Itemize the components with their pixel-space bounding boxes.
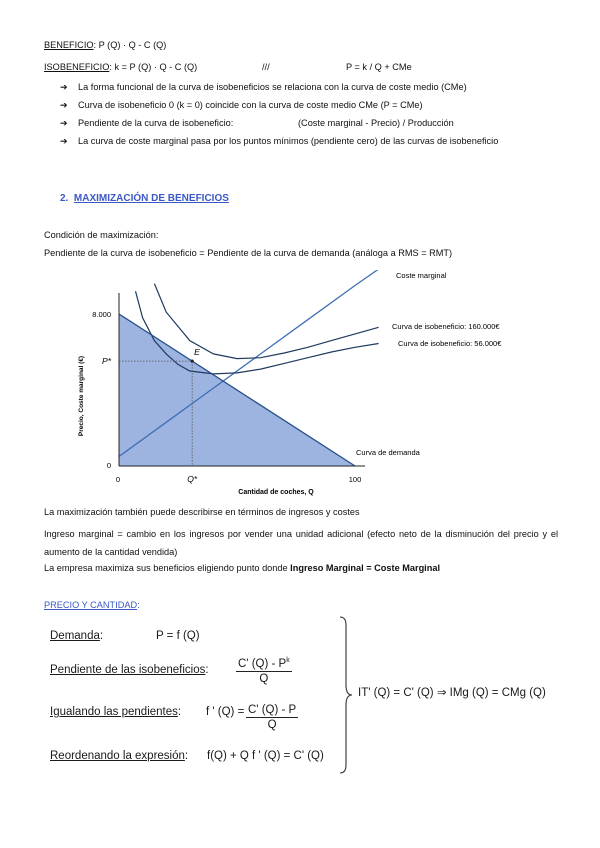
arrow-icon: ➔ xyxy=(60,136,68,146)
reordenando-row xyxy=(50,750,188,762)
igualando-fraction xyxy=(246,704,298,731)
condition-line-1: Condición de maximización: xyxy=(44,230,159,240)
condition-line-2: Pendiente de la curva de isobeneficio = Pendiente de la curva de demanda (análoga a RMS = RMT) xyxy=(44,248,453,258)
isobeneficio-formula: : k = P (Q) · Q - C (Q) xyxy=(109,62,198,72)
x-tick-label: 100 xyxy=(348,475,362,484)
isobeneficio-label: ISOBENEFICIO xyxy=(44,62,110,72)
series-label: Coste marginal xyxy=(396,271,447,280)
demanda-formula: P = f (Q) xyxy=(156,630,200,642)
section-title: MAXIMIZACIÓN DE BENEFICIOS xyxy=(73,193,229,204)
y-tick-label: 8.000 xyxy=(92,310,111,319)
after-chart-line-2: Ingreso marginal = cambio en los ingresos por vender una unidad adicional (efecto neto de la disminución del precio y el aumento de la cantidad vendida) xyxy=(44,529,558,557)
igualando-label: Igualando las pendientes xyxy=(50,706,178,718)
result-formula: IT' (Q) = C' (Q) ⇒ IMg (Q) = CMg (Q) xyxy=(358,687,546,699)
separator: /// xyxy=(262,62,270,72)
bullet-item xyxy=(60,80,560,96)
bullet-text: La forma funcional de la curva de isobeneficios se relaciona con la curva de coste medio (CMe) xyxy=(78,82,467,92)
igualando-lhs: f ' (Q) = xyxy=(206,706,245,718)
isobeneficio-alt: P = k / Q + CMe xyxy=(346,62,412,72)
pendiente-colon: : xyxy=(205,664,209,676)
bullet-item xyxy=(60,134,560,166)
y-tick-label: P* xyxy=(102,356,111,367)
precio-cantidad-title: PRECIO Y CANTIDAD xyxy=(44,600,138,610)
y-tick-label: 0 xyxy=(106,461,111,470)
pendiente-numerator: C' $(Q) - P^k$ xyxy=(238,657,290,670)
reordenando-colon: : xyxy=(184,750,189,762)
pendiente-denominator: Q xyxy=(259,672,269,685)
section-heading xyxy=(60,193,229,204)
beneficio-line xyxy=(44,40,166,50)
pendiente-superscript: k xyxy=(286,657,290,664)
pendiente-label: Pendiente de las isobeneficios xyxy=(50,664,206,676)
equilibrium-point xyxy=(191,360,194,363)
demanda-row xyxy=(50,630,103,642)
pendiente-fraction xyxy=(236,657,292,685)
igualando-denominator: Q xyxy=(267,719,277,731)
section-number: 2. xyxy=(60,193,69,204)
isobeneficio-line xyxy=(44,62,197,72)
equilibrium-label: E xyxy=(194,347,200,358)
reordenando-formula: f(Q) + Q f ' (Q) = C' (Q) xyxy=(207,750,324,762)
arrow-icon: ➔ xyxy=(60,100,68,110)
after-chart-line-3b: Ingreso Marginal = Coste Marginal xyxy=(290,563,441,573)
precio-cantidad-heading xyxy=(44,600,140,610)
right-brace-icon xyxy=(336,615,356,775)
series-label: Curva de demanda xyxy=(356,448,420,457)
precio-cantidad-colon: : xyxy=(137,600,140,610)
bullet-text: Pendiente de la curva de isobeneficio: xyxy=(78,118,234,128)
bullet-text-formula: (Coste marginal - Precio) / Producción xyxy=(298,118,454,128)
series-label: Curva de isobeneficio: 160.000€ xyxy=(392,322,500,331)
bullet-text: La curva de coste marginal pasa por los puntos mínimos (pendiente cero) de las curvas de isobeneficio xyxy=(78,136,499,146)
bullet-item xyxy=(60,116,560,132)
beneficio-label: BENEFICIO xyxy=(44,40,94,50)
bullet-item xyxy=(60,98,560,114)
demanda-colon: : xyxy=(99,630,104,642)
reordenando-label: Reordenando la expresión xyxy=(50,750,185,762)
igualando-numerator: C' (Q) - P xyxy=(248,704,297,716)
igualando-row xyxy=(50,706,181,718)
after-chart-line-3a: La empresa maximiza sus beneficios eligiendo punto donde xyxy=(44,563,291,573)
beneficio-formula: : P (Q) · Q - C (Q) xyxy=(93,40,167,50)
bullet-text: Curva de isobeneficio 0 (k = 0) coincide con la curva de coste medio CMe (P = CMe) xyxy=(78,100,423,110)
x-axis-label: Cantidad de coches, Q xyxy=(238,489,314,496)
after-chart-line-3 xyxy=(44,563,440,573)
arrow-icon: ➔ xyxy=(60,82,68,92)
series-label: Curva de isobeneficio: 56.000€ xyxy=(398,339,502,348)
igualando-colon: : xyxy=(177,706,182,718)
x-tick-label: Q* xyxy=(187,474,198,484)
series-line xyxy=(154,284,378,359)
demanda-label: Demanda xyxy=(50,630,100,642)
arrow-icon: ➔ xyxy=(60,118,68,128)
pendiente-row xyxy=(50,664,209,676)
y-axis-label: Precio, Coste marginal (€) xyxy=(78,355,85,437)
after-chart-line-1: La maximización también puede describirse en términos de ingresos y costes xyxy=(44,507,360,517)
x-tick-label: 0 xyxy=(115,475,121,484)
profit-maximization-chart xyxy=(0,265,600,505)
